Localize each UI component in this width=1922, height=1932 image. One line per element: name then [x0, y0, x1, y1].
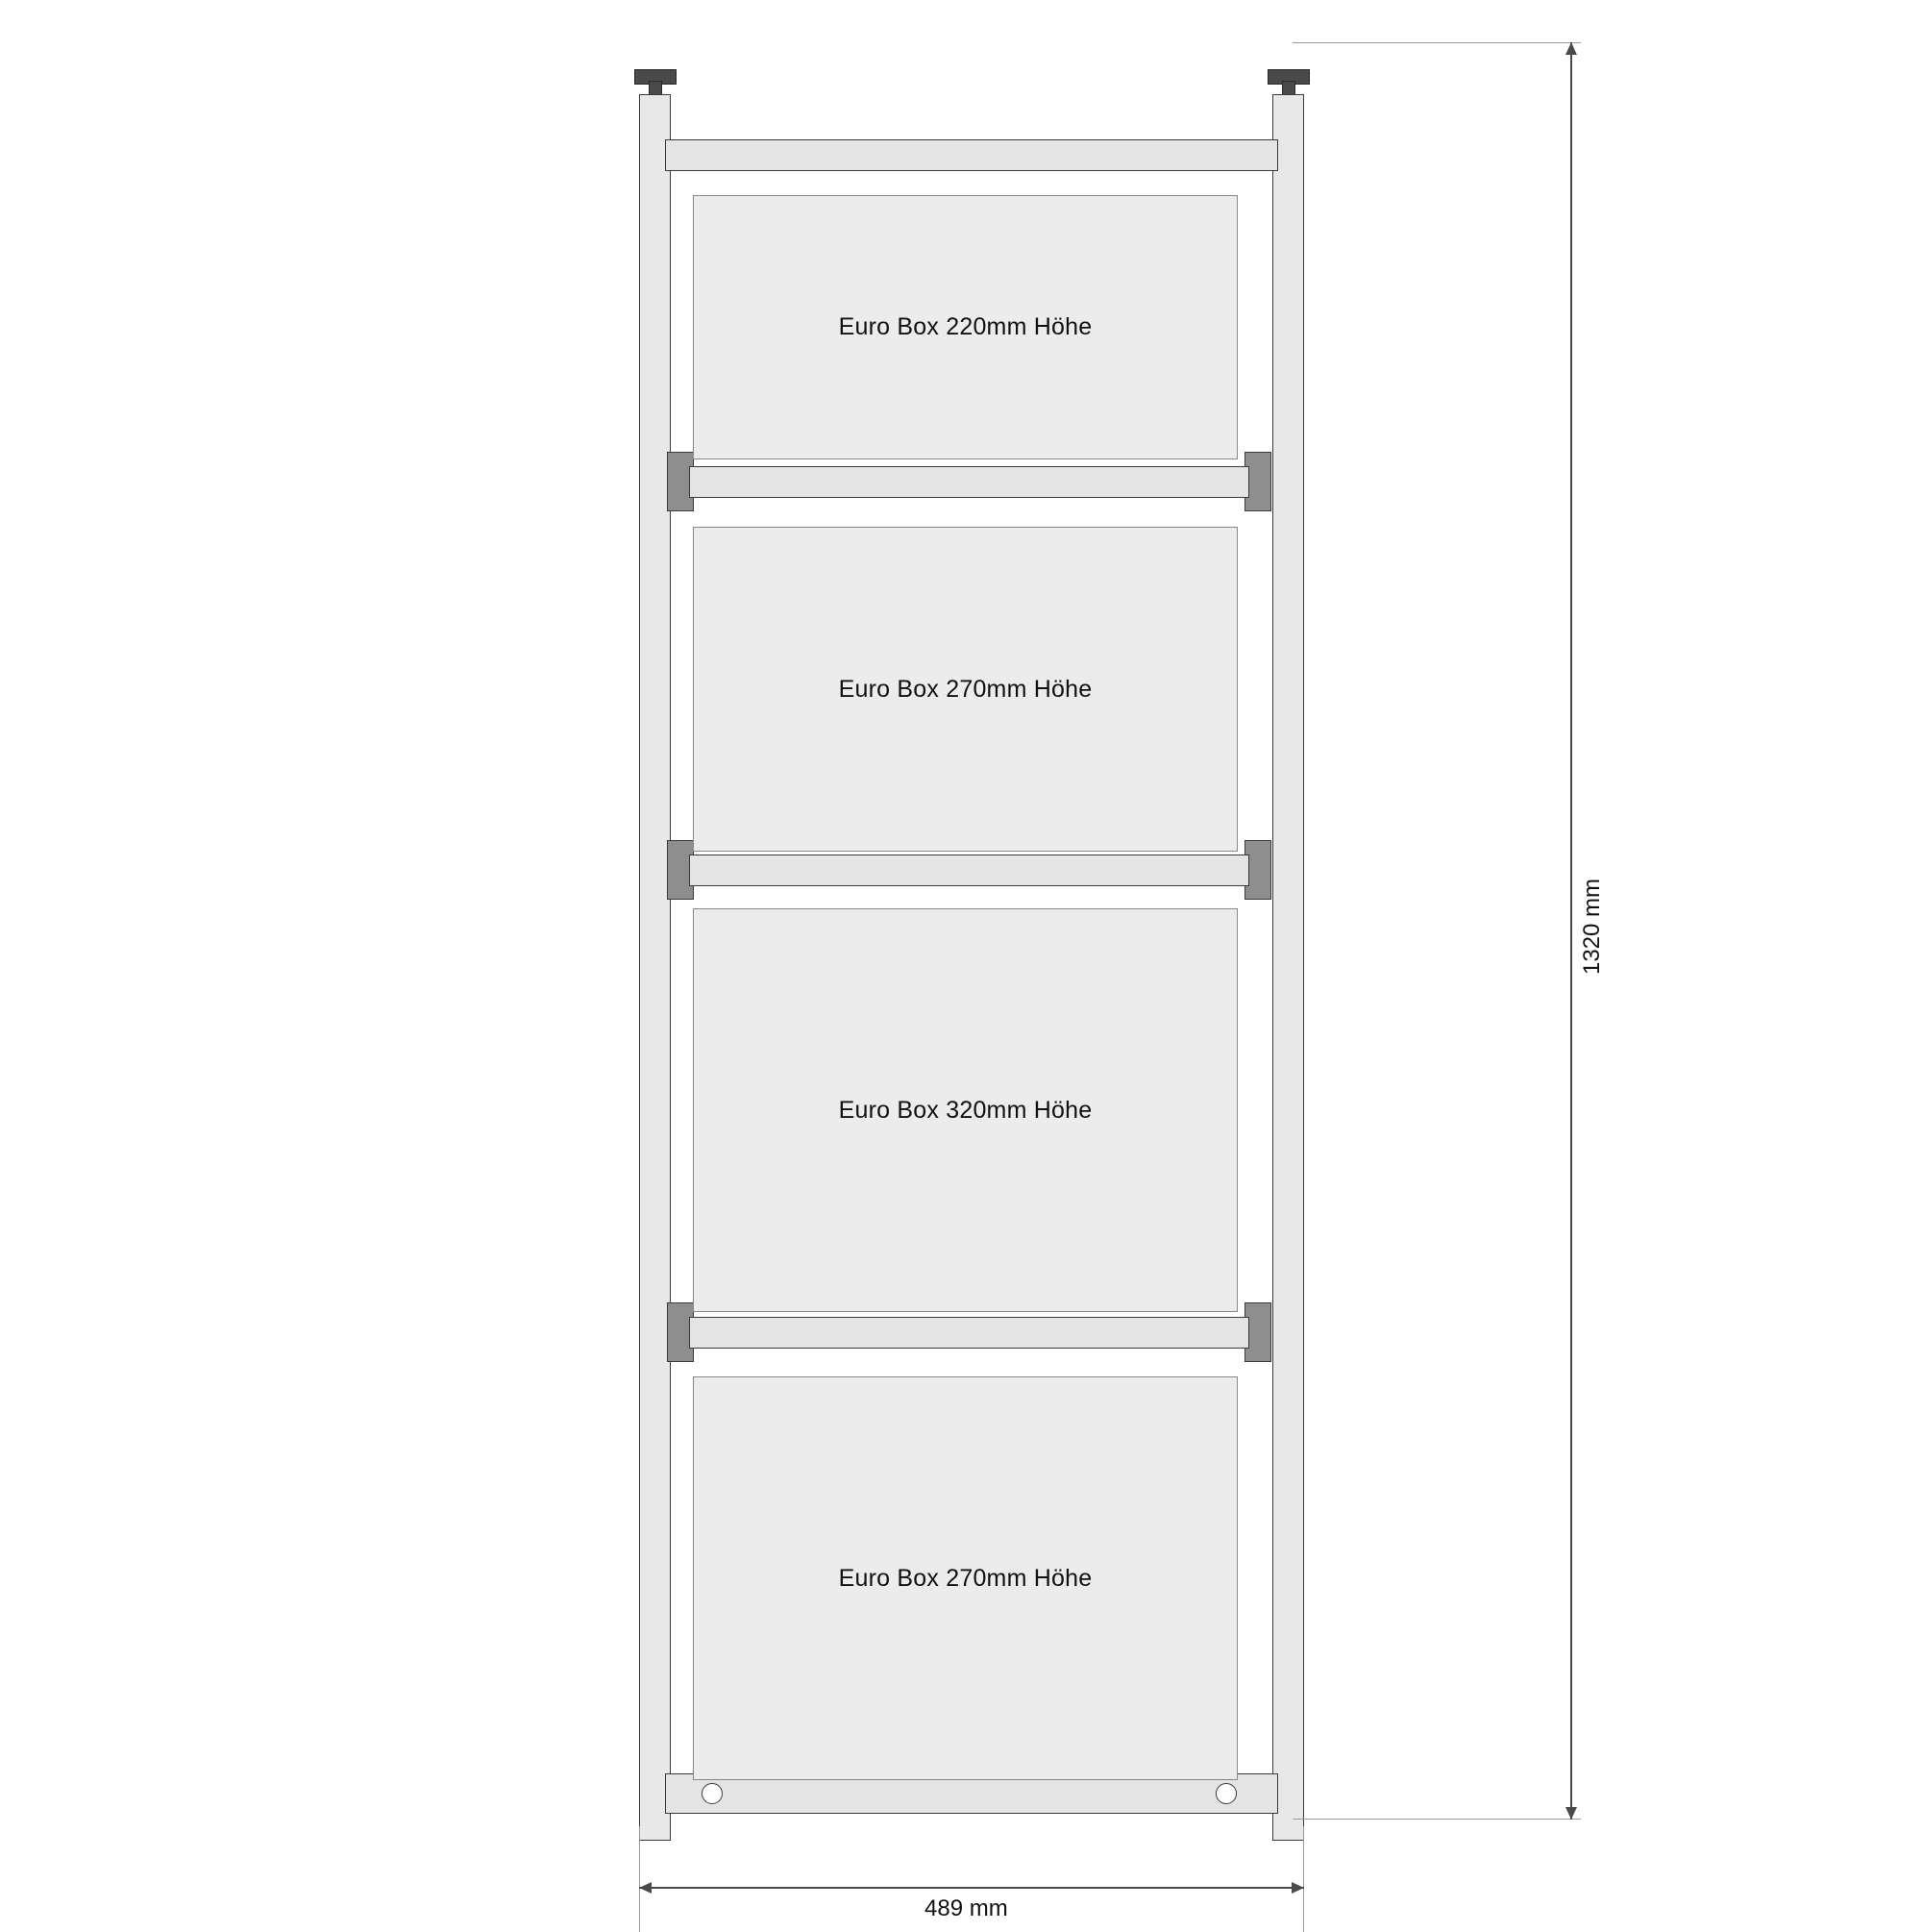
shelf-beam-1	[689, 466, 1249, 498]
height-extension-line-top	[1293, 42, 1581, 43]
top-cross-beam	[665, 139, 1278, 171]
euro-box-1-label: Euro Box 220mm Höhe	[838, 313, 1093, 340]
frame-post-left	[639, 94, 671, 1841]
width-arrow-right	[1292, 1882, 1304, 1894]
euro-box-2	[693, 527, 1238, 852]
euro-box-1	[693, 195, 1238, 459]
width-arrow-left	[639, 1882, 652, 1894]
euro-box-4-label: Euro Box 270mm Höhe	[838, 1564, 1093, 1592]
euro-box-3-label: Euro Box 320mm Höhe	[838, 1096, 1093, 1124]
width-dimension-label: 489 mm	[924, 1895, 1008, 1921]
height-dimension-line	[1570, 42, 1572, 1820]
caster-right	[1216, 1783, 1237, 1804]
shelf-beam-3	[689, 1317, 1249, 1349]
euro-box-2-label: Euro Box 270mm Höhe	[838, 675, 1093, 703]
caster-left	[702, 1783, 723, 1804]
width-extension-line-right	[1303, 1826, 1304, 1932]
height-extension-line-bottom	[1293, 1819, 1581, 1820]
height-arrow-bottom	[1565, 1807, 1577, 1820]
height-arrow-top	[1565, 42, 1577, 55]
width-extension-line-left	[639, 1826, 640, 1932]
euro-box-3	[693, 908, 1238, 1312]
height-dimension-label: 1320 mm	[1579, 878, 1606, 976]
shelf-beam-2	[689, 855, 1249, 886]
width-dimension-line	[639, 1887, 1304, 1889]
euro-box-4	[693, 1376, 1238, 1780]
frame-post-right	[1272, 94, 1304, 1841]
